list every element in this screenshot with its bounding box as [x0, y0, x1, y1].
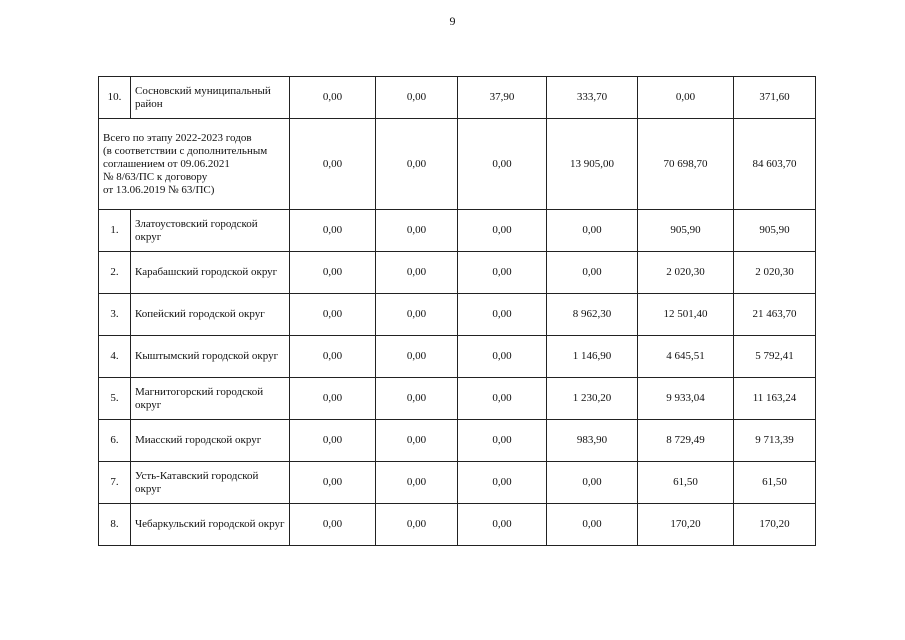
value-cell: 9 933,04 [638, 378, 734, 420]
value-cell: 0,00 [290, 77, 376, 119]
value-cell: 0,00 [458, 252, 547, 294]
table-row [99, 504, 816, 546]
value-cell: 0,00 [547, 210, 638, 252]
value-cell: 0,00 [458, 336, 547, 378]
value-cell: 0,00 [376, 378, 458, 420]
total-value-cell: 0,00 [290, 119, 376, 210]
value-cell: 0,00 [638, 77, 734, 119]
value-cell: 983,90 [547, 420, 638, 462]
value-cell: 0,00 [376, 420, 458, 462]
value-cell: 0,00 [290, 504, 376, 546]
municipality-name: Златоустовский городской округ [131, 210, 290, 252]
table-body [99, 77, 816, 546]
value-cell: 0,00 [290, 210, 376, 252]
total-value-cell: 84 603,70 [734, 119, 816, 210]
value-cell: 170,20 [734, 504, 816, 546]
total-value-cell: 0,00 [458, 119, 547, 210]
total-label-line: соглашением от 09.06.2021 [103, 157, 230, 170]
table-row [99, 462, 816, 504]
value-cell: 0,00 [290, 294, 376, 336]
value-cell: 61,50 [734, 462, 816, 504]
row-number: 3. [99, 294, 131, 336]
value-cell: 0,00 [290, 336, 376, 378]
total-label-line: № 8/63/ПС к договору [103, 170, 208, 183]
table-row [99, 378, 816, 420]
table-row [99, 77, 816, 119]
municipality-name: Карабашский городской округ [131, 252, 290, 294]
municipality-name: Миасский городской округ [131, 420, 290, 462]
value-cell: 0,00 [547, 462, 638, 504]
table-row [99, 252, 816, 294]
row-number: 1. [99, 210, 131, 252]
table-row [99, 294, 816, 336]
value-cell: 333,70 [547, 77, 638, 119]
table-row [99, 210, 816, 252]
value-cell: 0,00 [458, 420, 547, 462]
row-number: 6. [99, 420, 131, 462]
total-label-line: (в соответствии с дополнительным [103, 144, 268, 157]
value-cell: 170,20 [638, 504, 734, 546]
table-row [99, 336, 816, 378]
total-label-line: от 13.06.2019 № 63/ПС) [103, 183, 215, 196]
municipality-name: Усть-Катавский городской округ [131, 462, 290, 504]
value-cell: 0,00 [458, 378, 547, 420]
value-cell: 0,00 [547, 504, 638, 546]
municipality-name: Сосновский муниципальный район [131, 77, 290, 119]
value-cell: 0,00 [458, 210, 547, 252]
municipality-name: Чебаркульский городской округ [131, 504, 290, 546]
value-cell: 0,00 [547, 252, 638, 294]
value-cell: 905,90 [638, 210, 734, 252]
value-cell: 4 645,51 [638, 336, 734, 378]
value-cell: 0,00 [290, 378, 376, 420]
value-cell: 9 713,39 [734, 420, 816, 462]
value-cell: 905,90 [734, 210, 816, 252]
table-row [99, 420, 816, 462]
value-cell: 0,00 [376, 336, 458, 378]
total-value-cell: 0,00 [376, 119, 458, 210]
value-cell: 11 163,24 [734, 378, 816, 420]
value-cell: 0,00 [458, 504, 547, 546]
value-cell: 8 729,49 [638, 420, 734, 462]
municipality-name: Магнитогорский городской округ [131, 378, 290, 420]
value-cell: 2 020,30 [638, 252, 734, 294]
total-row-label [99, 119, 290, 210]
row-number: 8. [99, 504, 131, 546]
total-row [99, 119, 816, 210]
value-cell: 2 020,30 [734, 252, 816, 294]
total-value-cell: 70 698,70 [638, 119, 734, 210]
row-number: 4. [99, 336, 131, 378]
value-cell: 0,00 [376, 504, 458, 546]
row-number: 2. [99, 252, 131, 294]
total-label-line: Всего по этапу 2022-2023 годов [103, 131, 252, 144]
value-cell: 1 146,90 [547, 336, 638, 378]
municipality-name: Копейский городской округ [131, 294, 290, 336]
value-cell: 21 463,70 [734, 294, 816, 336]
value-cell: 0,00 [458, 462, 547, 504]
value-cell: 5 792,41 [734, 336, 816, 378]
value-cell: 0,00 [290, 420, 376, 462]
row-number: 5. [99, 378, 131, 420]
value-cell: 0,00 [376, 252, 458, 294]
total-value-cell: 13 905,00 [547, 119, 638, 210]
value-cell: 37,90 [458, 77, 547, 119]
value-cell: 0,00 [376, 294, 458, 336]
page-number: 9 [449, 14, 456, 28]
distribution-table [98, 76, 816, 546]
value-cell: 12 501,40 [638, 294, 734, 336]
value-cell: 0,00 [376, 462, 458, 504]
value-cell: 61,50 [638, 462, 734, 504]
row-number: 7. [99, 462, 131, 504]
value-cell: 0,00 [290, 462, 376, 504]
value-cell: 0,00 [290, 252, 376, 294]
value-cell: 1 230,20 [547, 378, 638, 420]
value-cell: 0,00 [458, 294, 547, 336]
value-cell: 0,00 [376, 210, 458, 252]
value-cell: 8 962,30 [547, 294, 638, 336]
row-number: 10. [99, 77, 131, 119]
value-cell: 371,60 [734, 77, 816, 119]
value-cell: 0,00 [376, 77, 458, 119]
municipality-name: Кыштымский городской округ [131, 336, 290, 378]
